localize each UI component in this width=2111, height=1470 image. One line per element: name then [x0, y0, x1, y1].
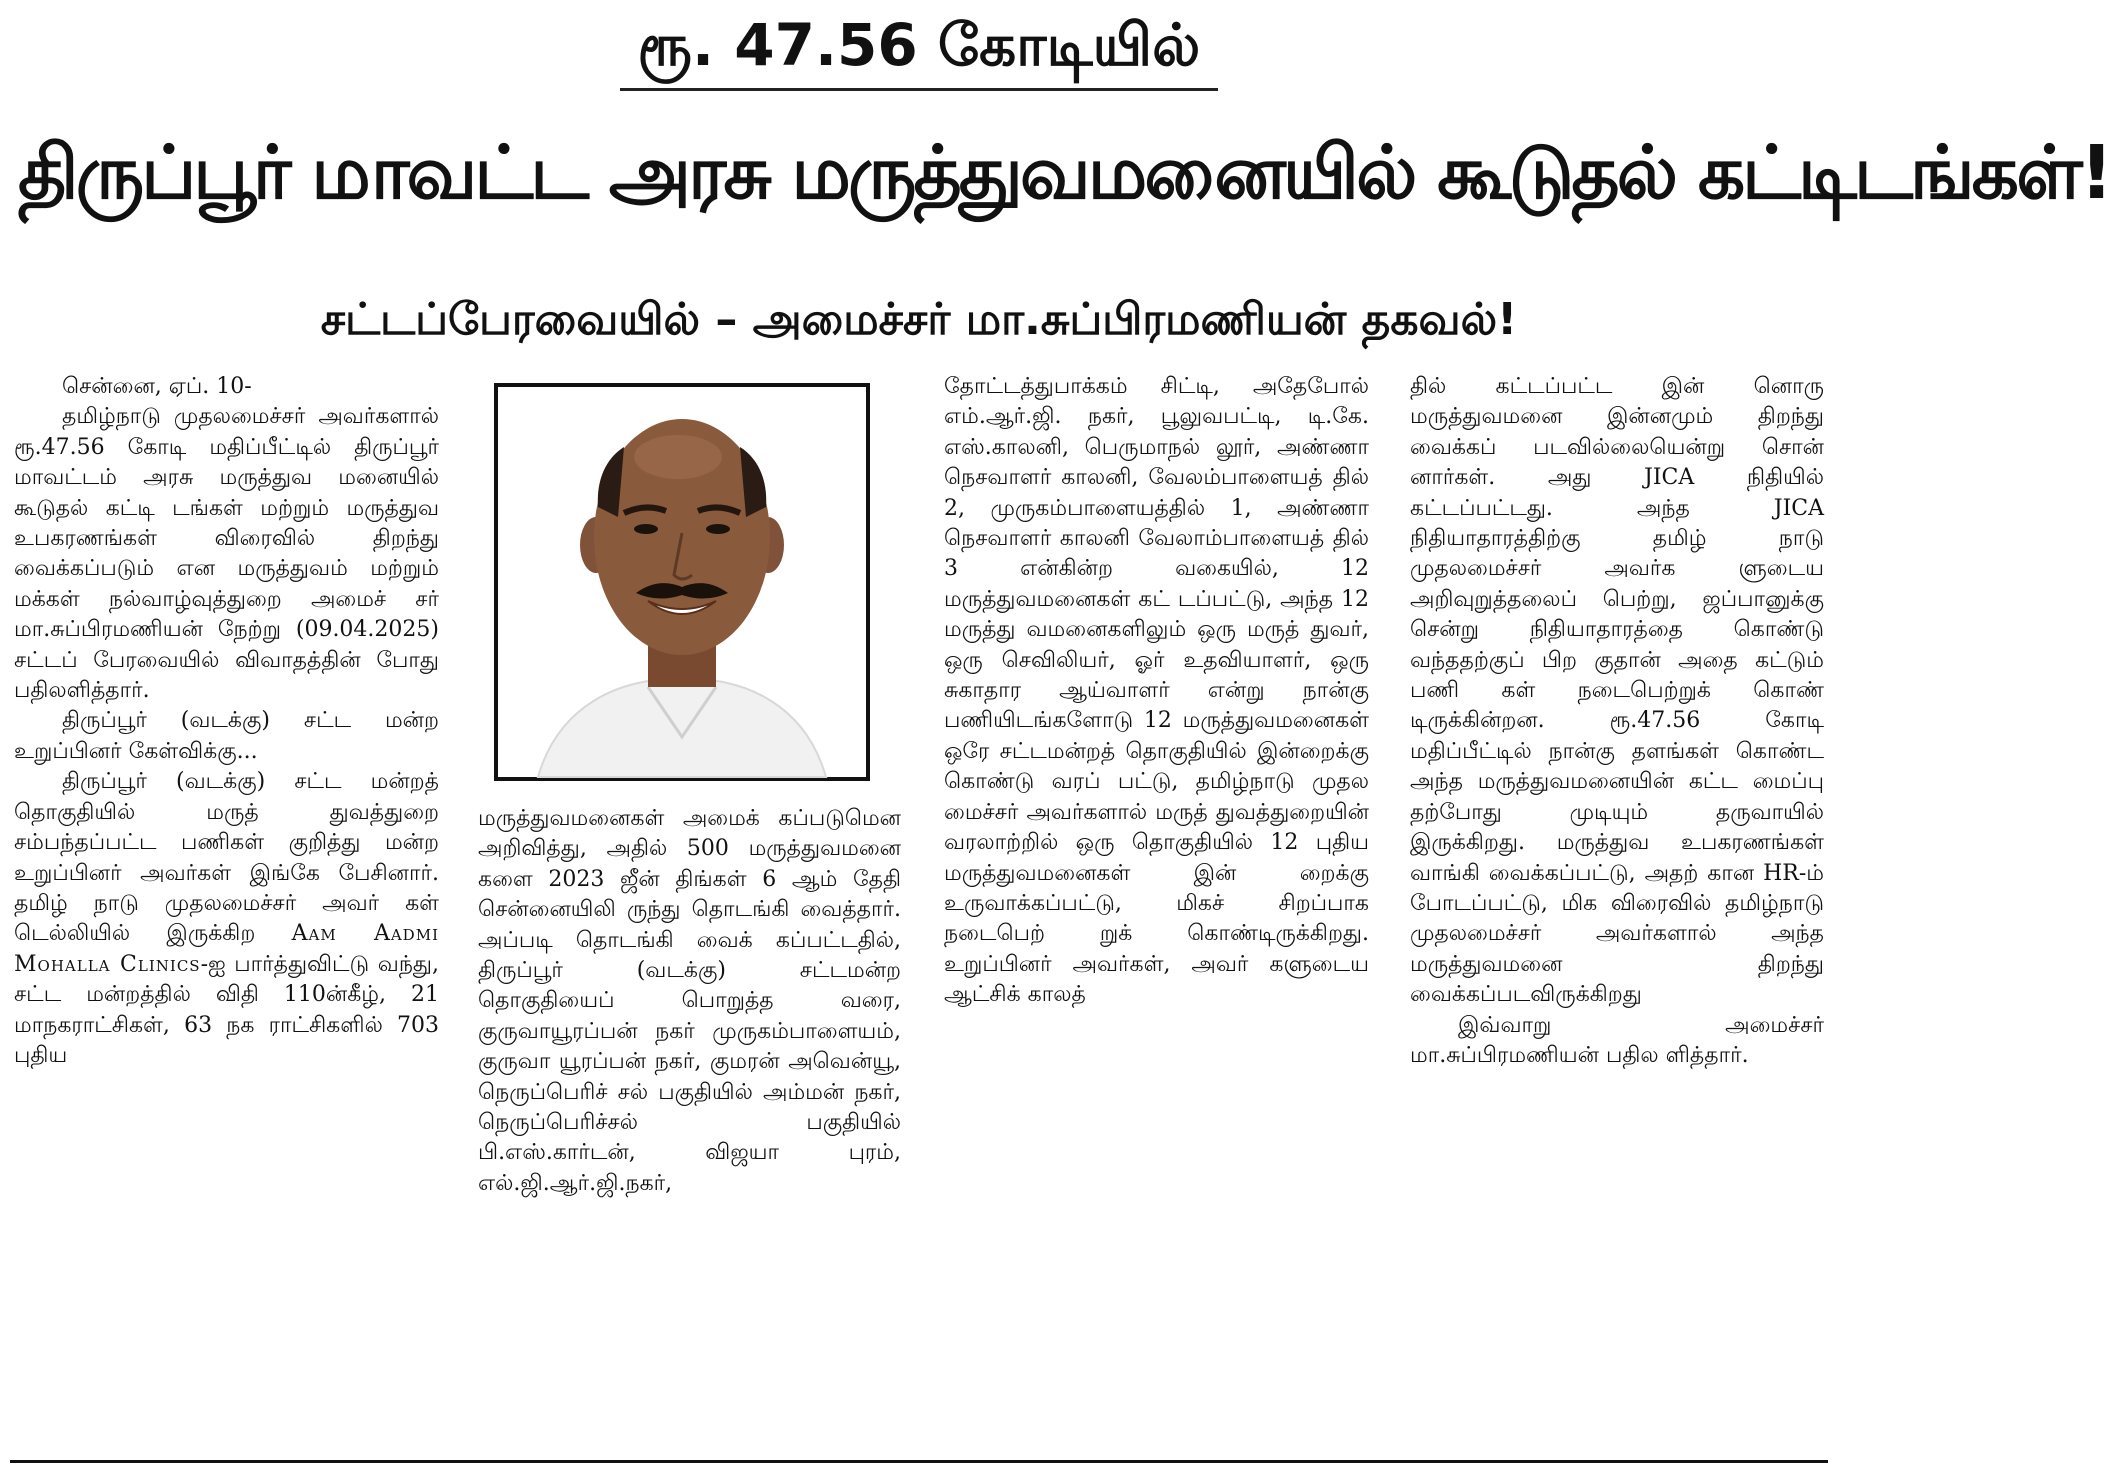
- paragraph: தில் கட்டப்பட்ட இன் னொரு மருத்துவமனை இன்னமும் திறந்து வைக்கப் படவில்லையென்று சொன் னார்கள். அது JICA நிதியில் கட்டப்பட்டது. அந்த JICA நிதியாதாரத்திற்கு தமிழ் நாடு முதலமைச்சர் அவர்க ளுடைய அறிவுறுத்தலைப் பெற்று, ஜப்பானுக்கு சென்று நிதியாதாரத்தை கொண்டு வந்ததற்குப் பிற குதான் அதை கட்டும் பணி கள் நடைபெற்றுக் கொண் டிருக்கின்றன. ரூ.47.56 கோடி மதிப்பீட்டில் நான்கு தளங்கள் கொண்ட அந்த மருத்துவமனையின் கட்ட மைப்பு தற்போது முடியும் தருவாயில் இருக்கிறது. மருத்துவ உபகரணங்கள் வாங்கி வைக்கப்பட்டு, அதற் கான HR-ம் போடப்பட்டு, மிக விரைவில் தமிழ்நாடு முதலமைச்சர் அவர்களால் அந்த மருத்துவமனை திறந்து வைக்கப்படவிருக்கிறது: [1410, 374, 1824, 1008]
- column-2: [478, 372, 901, 1444]
- paragraph: தமிழ்நாடு முதலமைச்சர் அவர்களால் ரூ.47.56 கோடி மதிப்பீட்டில் திருப்பூர் மாவட்டம் அரசு மருத்துவ மனையில் கூடுதல் கட்டி டங்கள் மற்றும் மருத்துவ உபகரணங்கள் விரைவில் திறந்து வைக்கப்படும் என மருத்துவம் மற்றும் மக்கள் நல்வாழ்வுத்துறை அமைச் சர் மா.சுப்பிரமணியன் நேற்று (09.04.2025) சட்டப் பேரவையில் விவாதத்தின் போது பதிலளித்தார்.: [14, 404, 439, 704]
- paragraph: [14, 767, 439, 1071]
- column-3: [944, 372, 1369, 1444]
- paragraph: தோட்டத்துபாக்கம் சிட்டி, அதேபோல் எம்.ஆர்.ஜி. நகர், பூலுவபட்டி, டி.கே. எஸ்.காலனி, பெருமாநல் லூர், அண்ணா நெசவாளர் காலனி, வேலம்பாளையத் தில் 2, முருகம்பாளையத்தில் 1, அண்ணா நெசவாளர் காலனி வேலாம்பாளையத் தில் 3 என்கின்ற வகையில், 12 மருத்துவமனைகள் கட் டப்பட்டு, அந்த 12 மருத்து வமனைகளிலும் ஒரு மருத் துவர், ஒரு செவிலியர், ஓர் உதவியாளர், ஒரு சுகாதார ஆய்வாளர் என்று நான்கு பணியிடங்களோடு 12 மருத்துவமனைகள் ஒரே சட்டமன்றத் தொகுதியில் இன்றைக்கு கொண்டு வரப் பட்டு, தமிழ்நாடு முதல மைச்சர் அவர்களால் மருத் துவத்துறையின் வரலாற்றில் ஒரு தொகுதியில் 12 புதிய மருத்துவமனைகள் இன் றைக்கு உருவாக்கப்பட்டு, மிகச் சிறப்பாக நடைபெற் றுக் கொண்டிருக்கிறது. உறுப்பினர் அவர்கள், அவர் களுடைய ஆட்சிக் காலத்: [944, 374, 1369, 1008]
- dateline: சென்னை, ஏப். 10-: [62, 374, 252, 399]
- paragraph-text: -ஐ பார்த்துவிட்டு வந்து, சட்ட மன்றத்தில் விதி 110ன்கீழ், 21 மாநகராட்சிகள், 63 நக ராட்சிகளில் 703 புதிய: [14, 951, 440, 1068]
- article-body: [0, 372, 1838, 1444]
- column-4: [1410, 372, 1824, 1444]
- paragraph: திருப்பூர் (வடக்கு) சட்ட மன்ற உறுப்பினர் கேள்விக்கு...: [14, 708, 439, 764]
- portrait-image: [498, 387, 866, 777]
- headline: திருப்பூர் மாவட்ட அரசு மருத்துவமனையில் கூடுதல் கட்டிடங்கள்!: [18, 130, 2111, 216]
- kicker-header: [0, 6, 1838, 91]
- paragraph: இவ்வாறு அமைச்சர் மா.சுப்பிரமணியன் பதில ளித்தார்.: [1410, 1012, 1824, 1068]
- minister-photo: [494, 383, 870, 781]
- clinic-name: Aam Aadmi Mohalla Clinics: [14, 921, 439, 977]
- paragraph-text: திருப்பூர் (வடக்கு) சட்ட மன்றத் தொகுதியில் மருத் துவத்துறை சம்பந்தப்பட்ட பணிகள் குறித்து மன்ற உறுப்பினர் அவர்கள் இங்கே பேசினார். தமிழ் நாடு முதலமைச்சர் அவர் கள் டெல்லியில் இருக்கிற: [14, 769, 439, 947]
- column-1: [14, 372, 439, 1444]
- subheadline: சட்டப்பேரவையில் – அமைச்சர் மா.சுப்பிரமணியன் தகவல்!: [320, 294, 1518, 345]
- bottom-rule: [10, 1460, 1828, 1463]
- kicker-text: ரூ. 47.56 கோடியில்: [620, 6, 1219, 91]
- column-2-text: [478, 804, 901, 1444]
- paragraph: மருத்துவமனைகள் அமைக் கப்படுமென அறிவித்து, அதில் 500 மருத்துவமனை களை 2023 ஜீன் திங்கள் 6 ஆம் தேதி சென்னையிலி ருந்து தொடங்கி வைத்தார். அப்படி தொடங்கி வைக் கப்பட்டதில், திருப்பூர் (வடக்கு) சட்டமன்ற தொகுதியைப் பொறுத்த வரை, குருவாயூரப்பன் நகர் முருகம்பாளையம், குருவா யூரப்பன் நகர், குமரன் அவென்யூ, நெருப்பெரிச் சல் பகுதியில் அம்மன் நகர், நெருப்பெரிச்சல் பகுதியில் பி.எஸ்.கார்டன், விஜயா புரம், எல்.ஜி.ஆர்.ஜி.நகர்,: [478, 806, 901, 1196]
